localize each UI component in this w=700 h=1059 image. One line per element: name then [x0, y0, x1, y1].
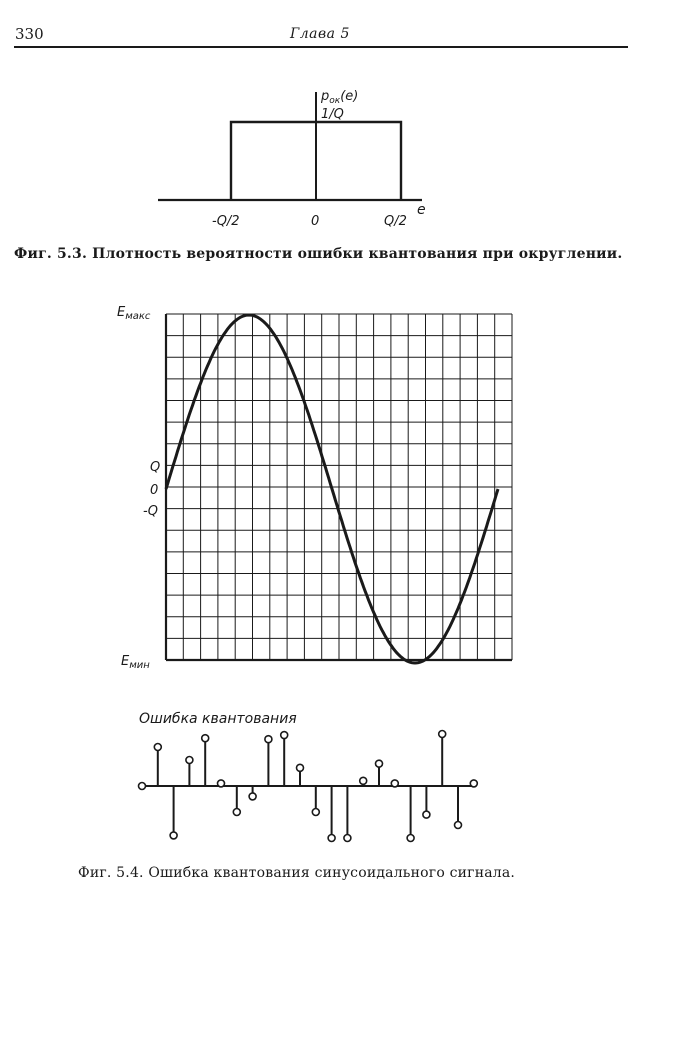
running-head: Глава 5 [290, 26, 350, 42]
error-point [439, 731, 446, 738]
error-point [360, 777, 367, 784]
fig54-grid [166, 314, 512, 660]
error-point [233, 809, 240, 816]
error-point [407, 835, 414, 842]
fig54-label-q: Q [150, 460, 161, 475]
error-point [139, 783, 146, 790]
fig53-x-label: e [417, 202, 426, 218]
fig53-level-label: 1/Q [321, 107, 344, 122]
fig54-sine-curve [166, 315, 498, 663]
error-point [170, 832, 177, 839]
figure-5-3-caption: Фиг. 5.3. Плотность вероятности ошибки квантования при округлении. [14, 246, 623, 262]
error-point [423, 811, 430, 818]
error-point [312, 809, 319, 816]
error-point [344, 835, 351, 842]
error-point [455, 822, 462, 829]
figure-5-4 [117, 305, 512, 842]
fig53-tick-pos: Q/2 [384, 214, 407, 229]
figure-5-4-caption: Фиг. 5.4. Ошибка квантования синусоидального сигнала. [78, 865, 516, 881]
error-point [297, 764, 304, 771]
error-point [391, 780, 398, 787]
error-point [376, 760, 383, 767]
fig53-tick-zero: 0 [311, 214, 320, 229]
error-point [328, 835, 335, 842]
fig53-tick-neg: -Q/2 [212, 214, 240, 229]
error-point [186, 757, 193, 764]
fig54-label-zero: 0 [150, 483, 159, 498]
fig54-error-title: Ошибка квантования [139, 711, 297, 727]
error-point [218, 780, 225, 787]
fig54-label-max: $E_{макс}$ [117, 305, 151, 322]
fig54-label-min: $E_{мин}$ [121, 654, 150, 671]
error-point [249, 793, 256, 800]
page-number: 330 [15, 25, 44, 43]
fig54-label-neg-q: -Q [143, 504, 158, 519]
error-point [154, 744, 161, 751]
figure-5-3 [158, 89, 426, 229]
error-point [470, 780, 477, 787]
fig53-y-label: $p_{ок}(e)$ [321, 89, 359, 106]
error-point [281, 732, 288, 739]
error-point [202, 735, 209, 742]
error-point [265, 736, 272, 743]
